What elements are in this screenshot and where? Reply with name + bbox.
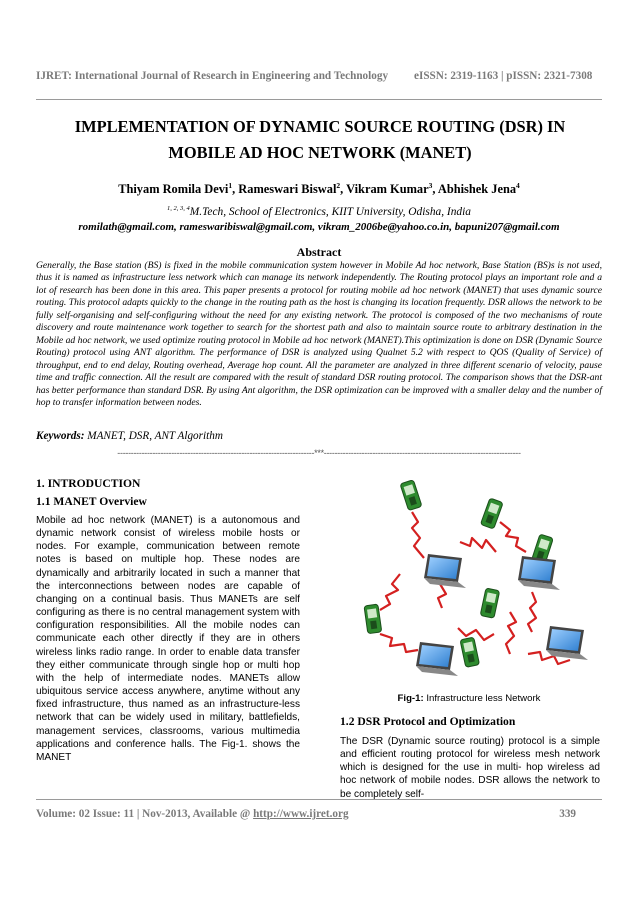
laptop-icon <box>546 626 588 660</box>
link <box>380 634 418 652</box>
abstract-text: Generally, the Base station (BS) is fixed in the mobile communication system however in Mobile Ad hoc network, Base Station (BS)s is not used, thus it is named as infrastructure less network which can manage its network independently. The Routing protocol plays an important role and a lot of research has been done in this area. This paper presents a protocol for routing mobile ad hoc network (MANET) that uses dynamic source routing. This protocol adapts quickly to the change in the routing path as the host is changing its location frequently. DSR allows the network to be fully self-organising and self-configuring without the need for any existing network. The protocol is composed of the two mechanisms of route discovery and route maintenance work together to search for the shortest path and also to maintain source route to arbitrary destination in the Mobile ad hoc network, we used optimize routing protocol in Mobile ad hoc network (MANET).This optimization is done on DSR (Dynamic Source Routing) protocol using ANT algorithm. The performance of DSR is analyzed using Qualnet 5.2 with respect to QOS (Quality of Service) of throughput, end to end delay, Routing overhead, Average hop count. All the parameter are analyzed in three different scenario of velocity, pause time and traffic connection. All the result are compared with the result of standard DSR routing protocol. The comparison shows that the DSR-ant has better performance than standard DSR. By using Ant algorithm, the DSR optimization can be improved with a smaller delay and the number of hop to transfer information between nodes. <box>36 260 602 408</box>
phone-icon <box>364 604 382 634</box>
author-4: Abhishek Jena$^4$ <box>437 181 520 197</box>
figure-caption <box>340 693 598 704</box>
author-emails: romilath@gmail.com, rameswaribiswal@gmail.com, vikram_2006be@yahoo.co.in, bapuni207@gmail.com <box>78 221 560 233</box>
phone-icon <box>400 480 422 511</box>
link <box>500 522 526 552</box>
header-rule <box>36 99 602 100</box>
author-3: Vikram Kumar$^3$, <box>346 181 438 197</box>
section-separator: -------------------------------------------------------------------------***------------------------------------------------------------------------- <box>117 448 521 458</box>
laptop-icon <box>416 642 458 676</box>
link <box>460 538 496 552</box>
manet-network-figure <box>340 476 598 684</box>
footer-volume: Volume: 02 Issue: 11 | Nov-2013, Available @ <box>36 808 254 820</box>
paper-title <box>40 114 600 166</box>
intro-heading: 1. INTRODUCTION <box>36 477 141 490</box>
author-1: Thiyam Romila Devi$^1$, <box>118 181 239 197</box>
affiliation-sup: 1, 2, 3, 4 <box>167 205 190 212</box>
phone-icon <box>480 588 500 618</box>
link <box>528 592 536 632</box>
keywords-label: Keywords: <box>36 430 85 442</box>
journal-name: IJRET: International Journal of Research in Engineering and Technology <box>36 70 389 82</box>
journal-header <box>36 70 602 82</box>
laptop-icon <box>518 556 560 590</box>
title-line-1: IMPLEMENTATION OF DYNAMIC SOURCE ROUTING (DSR) IN <box>74 117 566 136</box>
keywords <box>36 430 602 442</box>
journal-issn: eISSN: 2319-1163 | pISSN: 2321-7308 <box>414 70 593 82</box>
link <box>380 574 400 610</box>
keywords-text: MANET, DSR, ANT Algorithm <box>84 430 223 442</box>
affiliation <box>36 205 602 218</box>
abstract-heading: Abstract <box>296 245 342 259</box>
figure-caption-text: Infrastructure less Network <box>423 693 541 704</box>
link <box>506 612 516 654</box>
phone-icon <box>480 498 503 529</box>
affiliation-text: M.Tech, School of Electronics, KIIT University, Odisha, India <box>189 205 471 218</box>
author-2: Rameswari Biswal$^2$, <box>238 181 347 197</box>
link <box>412 512 424 558</box>
dsr-heading: 1.2 DSR Protocol and Optimization <box>340 715 516 728</box>
laptop-icon <box>424 554 466 588</box>
link <box>458 628 494 640</box>
manet-paragraph: Mobile ad hoc network (MANET) is a autonomous and dynamic network consist of wireless mobile hosts or nodes. For example, communication between remote notes is based on multiple hop. These nodes are dynamically and arbitrarily located in such a manner that the interconnections between nodes are capable of changing on a continual basis. Thus MANETs are self configuring as there is no central management system with configuration responsibilities. All the mobile nodes can communicate each other directly if they are in others wireless links radio range. In order to enable data transfer they either communicate through single hop or multi hop with the help of intermediate nodes. MANETs allow ubiquitous service access anywhere, anytime without any fixed infrastructure, thus named as an infrastructure-less network that can be widely used in military, battlefields, management services, classrooms, various multimedia applications and conference halls. The Fig-1. shows the MANET <box>36 515 300 763</box>
title-line-2: MOBILE AD HOC NETWORK (MANET) <box>168 143 472 162</box>
page-number: 339 <box>559 808 576 820</box>
page-footer <box>36 808 602 820</box>
phone-icon <box>460 637 480 667</box>
journal-link[interactable]: http://www.ijret.org <box>253 808 349 820</box>
figure-label: Fig-1: <box>397 693 424 704</box>
manet-heading: 1.1 MANET Overview <box>36 495 147 508</box>
dsr-paragraph: The DSR (Dynamic source routing) protocol is a simple and efficient routing protocol for wireless mesh network which is designed for the use in multi- hop wireless ad hoc network of mobile nodes. DSR allows the network to be completely self- <box>340 736 600 800</box>
footer-rule <box>36 799 602 800</box>
author-list <box>36 181 602 197</box>
